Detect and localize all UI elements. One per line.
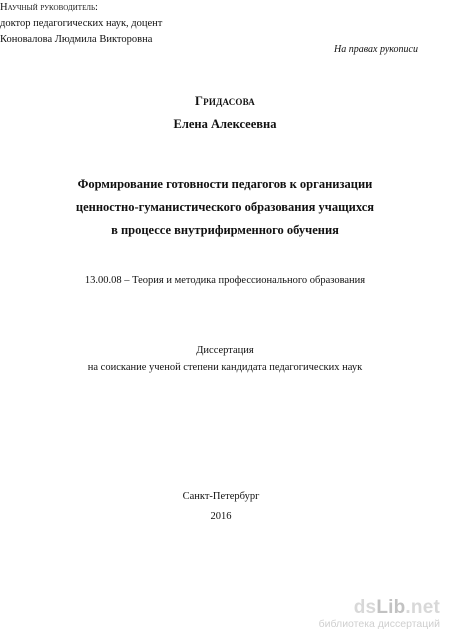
city: Санкт-Петербург: [182, 491, 260, 502]
watermark-logo: [319, 598, 440, 617]
dissertation-type: Диссертация: [196, 345, 254, 356]
specialty: 13.00.08 – Теория и методика профессионального образования: [84, 275, 366, 286]
watermark-logo-left: ds: [353, 596, 377, 618]
supervisor-degree: доктор педагогических наук, доцент: [0, 18, 163, 29]
supervisor-name: Коновалова Людмила Викторовна: [0, 34, 153, 45]
title-line-2: ценностно-гуманистического образования учащихся: [75, 200, 375, 214]
author-surname: Гридасова: [195, 94, 255, 108]
watermark-logo-mid: Lib: [376, 596, 406, 618]
author-name: Елена Алексеевна: [173, 117, 277, 131]
watermark-subtitle: библиотека диссертаций: [318, 617, 440, 630]
rights-note: На правах рукописи: [334, 44, 418, 55]
title-line-3: в процессе внутрифирменного обучения: [111, 223, 339, 237]
dissertation-purpose: на соискание ученой степени кандидата педагогических наук: [87, 362, 363, 373]
watermark-logo-right: .net: [405, 596, 440, 618]
supervisor-label: Научный руководитель:: [0, 2, 98, 13]
watermark: [319, 598, 440, 630]
title-line-1: Формирование готовности педагогов к организации: [77, 177, 373, 191]
year: 2016: [210, 511, 232, 522]
supervisor-block: [0, 0, 450, 48]
